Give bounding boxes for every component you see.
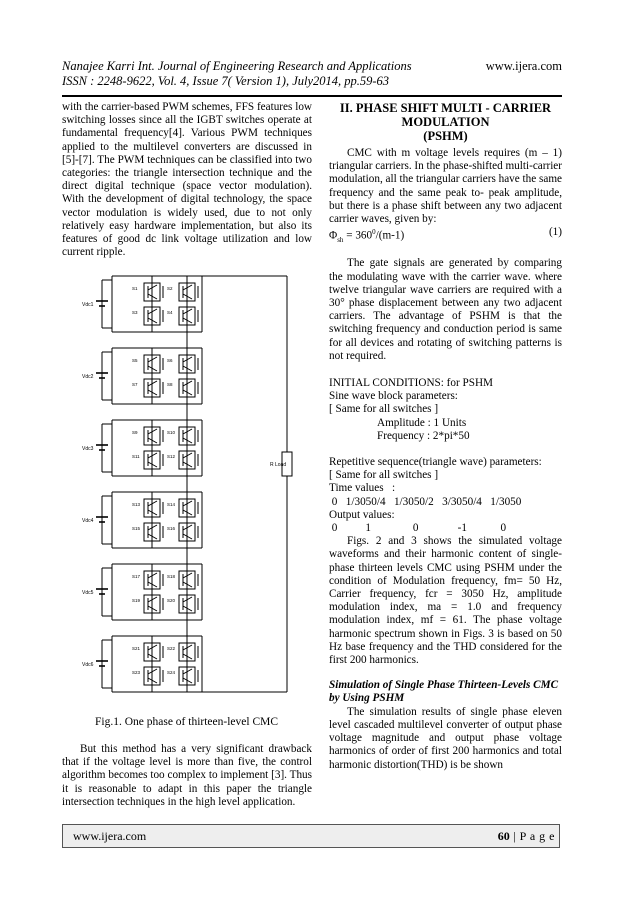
figure-caption: Fig.1. One phase of thirteen-level CMC — [95, 716, 279, 728]
igbt-switch — [167, 499, 198, 517]
same-for-all-1: [ Same for all switches ] — [329, 403, 439, 416]
switch-label: S15 — [132, 526, 141, 531]
igbt-switch — [167, 667, 198, 685]
source-label: Vdc2 — [82, 374, 94, 380]
igbt-switch — [132, 571, 163, 589]
igbt-switch — [167, 427, 198, 445]
switch-label: S20 — [167, 598, 176, 603]
left-column-top — [62, 101, 312, 259]
source-label: Vdc4 — [82, 518, 94, 524]
left-paragraph-2: But this method has a very significant drawback that if the voltage level is more than five, the control algorithm becomes too complex to implement [3]. Thus it is reasonable to adapt in this paper the triangle intersection techniques in the high level application. — [62, 743, 312, 808]
initial-conditions-title: INITIAL CONDITIONS: for PSHM — [329, 377, 493, 390]
igbt-switch — [132, 451, 163, 469]
igbt-switch — [132, 499, 163, 517]
switch-label: S11 — [132, 454, 140, 459]
source-label: Vdc5 — [82, 590, 94, 596]
switch-label: S16 — [167, 526, 176, 531]
page-number-label: 60 | P a g e — [497, 829, 555, 843]
igbt-switch — [132, 427, 163, 445]
igbt-switch — [167, 355, 198, 373]
thirteen-level-cmc-circuit-figure — [82, 262, 328, 704]
repetitive-sequence-title: Repetitive sequence(triangle wave) parameters: — [329, 456, 542, 469]
switch-label: S17 — [132, 574, 141, 579]
switch-label: S2 — [167, 286, 173, 291]
footer-url[interactable]: www.ijera.com — [73, 829, 147, 843]
time-values: 0 1/3050/4 1/3050/2 3/3050/4 1/3050 — [329, 495, 522, 508]
igbt-switch — [132, 307, 163, 325]
switch-label: S6 — [167, 358, 173, 363]
same-for-all-2: [ Same for all switches ] — [329, 469, 439, 482]
equation-number: (1) — [548, 226, 562, 239]
switch-label: S8 — [167, 382, 173, 387]
issn-line: ISSN : 2248-9622, Vol. 4, Issue 7( Version 1), July2014, pp.59-63 — [62, 74, 390, 88]
igbt-switch — [132, 595, 163, 613]
switch-label: S24 — [167, 670, 176, 675]
page-footer — [62, 824, 560, 848]
time-values-label: Time values : — [329, 482, 396, 495]
switch-label: S14 — [167, 502, 176, 507]
frequency-line: Frequency : 2*pi*50 — [377, 429, 470, 442]
switch-label: S18 — [167, 574, 176, 579]
switch-label: S3 — [132, 310, 138, 315]
output-values-label: Output values: — [329, 508, 395, 521]
switch-label: S13 — [132, 502, 141, 507]
switch-label: S7 — [132, 382, 138, 387]
source-label: Vdc6 — [82, 662, 94, 668]
right-paragraph-2: The gate signals are generated by comparing the modulating wave with the carrier wave. where twelve triangular wave carriers are required with a 30° phase displacement between any two adjacent carriers. The advantage of PSHM is that the switching frequency and conduction period is same for all devices and rotating of switching patterns is not required. — [329, 257, 562, 362]
header-url[interactable]: www.ijera.com — [485, 59, 562, 73]
switch-label: S19 — [132, 598, 141, 603]
switch-label: S5 — [132, 358, 138, 363]
sine-block-title: Sine wave block parameters: — [329, 390, 458, 403]
load-label: R Load — [270, 462, 287, 468]
switch-label: S9 — [132, 430, 138, 435]
igbt-switch — [167, 523, 198, 541]
igbt-switch — [132, 355, 163, 373]
switch-label: S23 — [132, 670, 141, 675]
section-title: II. PHASE SHIFT MULTI - CARRIER MODULATION — [339, 101, 552, 129]
section-title-abbrev: (PSHM) — [423, 129, 468, 143]
right-paragraph-3: Figs. 2 and 3 shows the simulated voltage waveforms and their harmonic content of single-phase thirteen levels CMC using PSHM under the condition of Modulation frequency, fm= 50 Hz, Carrier frequency, fcr = 3050 Hz, amplitude modulation index, ma = 1.0 and frequency modulation index, mf = 61. The phase voltage harmonic spectrum shown in Figs. 3 is based on 50 Hz base frequency and the THD considered for the first 200 harmonics. — [329, 535, 562, 667]
subsection-heading: Simulation of Single Phase Thirteen-Levels CMC by Using PSHM — [329, 679, 559, 705]
header-rule — [62, 95, 562, 97]
right-column — [329, 101, 562, 772]
igbt-switch — [132, 523, 163, 541]
switch-label: S22 — [167, 646, 176, 651]
right-paragraph-4: The simulation results of single phase eleven level cascaded multilevel converter of output phase voltage magnitude and output phase voltage harmonics of order of first 200 harmonics and total harmonic distortion(THD) is be shown — [329, 705, 562, 771]
left-paragraph-1: with the carrier-based PWM schemes, FFS features low switching losses since all the IGBT switches operate at fundamental frequency[4]. Various PWM techniques applied to the multilevel converters are discussed in [5]-[7]. The PWM techniques can be classified into two categories: the triangle intersection technique and the direct digital technique (space vector modulation). With the development of digital technology, the space vector modulation is widely used, due to not only relatively easy hardware implementation, but also its features of good dc link voltage utilization and low current ripple. — [62, 101, 312, 259]
journal-title: Nanajee Karri Int. Journal of Engineering Research and Applications — [62, 59, 412, 73]
running-header — [62, 59, 562, 89]
igbt-switch — [167, 595, 198, 613]
switch-label: S10 — [167, 430, 176, 435]
igbt-switch — [132, 283, 163, 301]
source-label: Vdc1 — [82, 302, 94, 308]
igbt-switch — [167, 571, 198, 589]
igbt-switch — [132, 667, 163, 685]
output-values: 0 1 0 -1 0 — [329, 522, 507, 535]
igbt-switch — [132, 379, 163, 397]
left-column-bottom — [62, 743, 312, 809]
igbt-switch — [167, 379, 198, 397]
switch-label: S12 — [167, 454, 176, 459]
igbt-switch — [132, 643, 163, 661]
page-number: 60 — [497, 829, 510, 843]
source-label: Vdc3 — [82, 446, 94, 452]
igbt-switch — [167, 283, 198, 301]
equation-1 — [329, 226, 562, 247]
switch-label: S21 — [132, 646, 141, 651]
equation-expression: $\Phi_{sh} = 360^0/(m-1)$ — [329, 228, 405, 245]
amplitude-line: Amplitude : 1 Units — [377, 416, 467, 429]
igbt-switch — [167, 643, 198, 661]
igbt-switch — [167, 451, 198, 469]
switch-label: S4 — [167, 310, 173, 315]
switch-label: S1 — [132, 286, 138, 291]
right-paragraph-1: CMC with m voltage levels requires (m – 1) triangular carriers. In the phase-shifted multi-carrier modulation, all the triangular carriers have the same frequency and the same peak to- peak amplitude, but there is a phase shift between any two adjacent carrier waves, given by: — [329, 147, 562, 226]
igbt-switch — [167, 307, 198, 325]
